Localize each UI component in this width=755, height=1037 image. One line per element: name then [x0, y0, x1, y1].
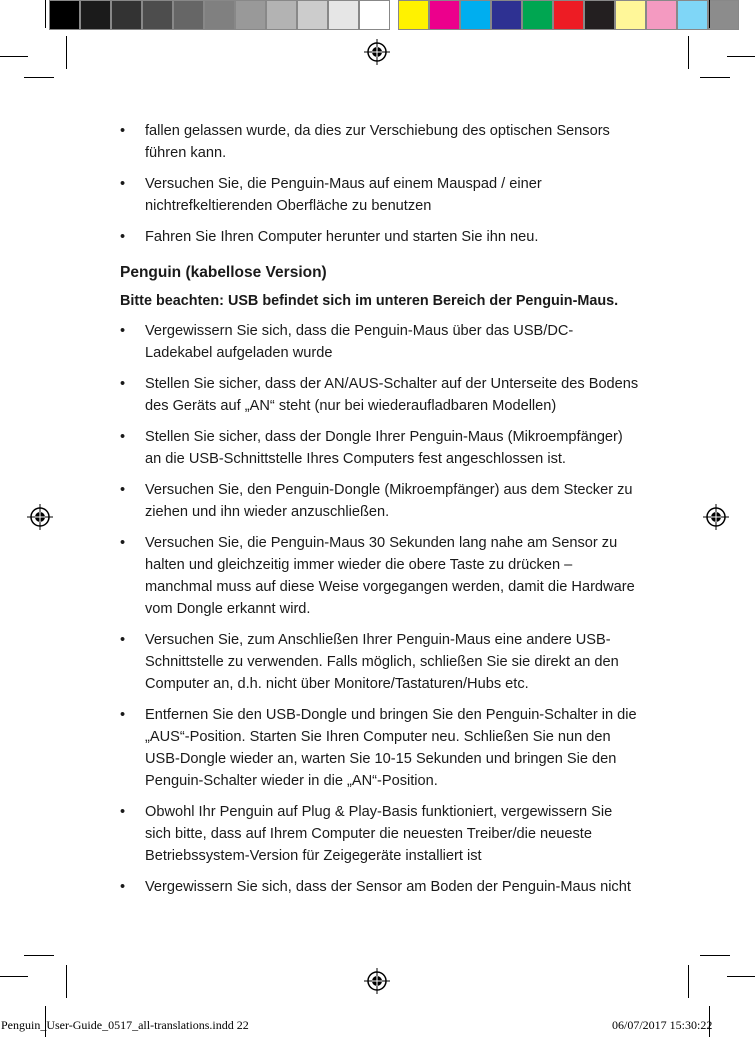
page-content	[120, 120, 640, 907]
bullet: •	[120, 535, 126, 551]
crop-mark	[688, 36, 689, 69]
list-item	[120, 532, 640, 620]
crop-mark	[709, 0, 710, 28]
color-swatch	[522, 0, 553, 30]
gray-swatch	[80, 0, 111, 30]
gray-swatch	[111, 0, 142, 30]
list-item-text: Stellen Sie sicher, dass der AN/AUS-Schalter auf der Unterseite des Bodens des Geräts auf „AN“ steht (nur bei wiederaufladbaren Modellen)	[145, 376, 639, 414]
crop-mark	[24, 77, 54, 78]
registration-mark-icon	[703, 504, 729, 530]
color-swatch	[584, 0, 615, 30]
bullet: •	[120, 632, 126, 648]
crop-mark	[700, 955, 730, 956]
color-swatch	[708, 0, 739, 30]
list-item	[120, 479, 640, 523]
gray-swatch-group	[49, 0, 390, 31]
crop-mark	[24, 955, 54, 956]
color-swatch	[429, 0, 460, 30]
list-item	[120, 373, 640, 417]
color-swatch	[677, 0, 708, 30]
gray-swatch	[235, 0, 266, 30]
color-swatch	[398, 0, 429, 30]
color-swatch	[460, 0, 491, 30]
color-swatch	[553, 0, 584, 30]
color-swatch	[491, 0, 522, 30]
crop-mark	[727, 976, 755, 977]
bullet: •	[120, 429, 126, 445]
bullet: •	[120, 879, 126, 895]
list-item-text: Fahren Sie Ihren Computer herunter und starten Sie ihn neu.	[145, 229, 539, 245]
crop-mark	[66, 36, 67, 69]
crop-mark	[700, 77, 730, 78]
list-item-text: Stellen Sie sicher, dass der Dongle Ihrer Penguin-Maus (Mikroempfänger) an die USB-Schnittstelle Ihres Computers fest angeschlossen ist.	[145, 429, 623, 467]
gray-swatch	[328, 0, 359, 30]
crop-mark	[688, 965, 689, 998]
bullet: •	[120, 804, 126, 820]
list-item	[120, 426, 640, 470]
list-item-text: Entfernen Sie den USB-Dongle und bringen Sie den Penguin-Schalter in die „AUS“-Position. Starten Sie Ihren Computer neu. Schließen Sie nun den USB-Dongle wieder an, warten Sie 10-15 Sekunden und bringen Sie den Penguin-Schalter wieder in die „AN“-Position.	[145, 707, 637, 789]
color-bar	[49, 0, 739, 31]
list-item	[120, 320, 640, 364]
registration-mark-icon	[364, 39, 390, 65]
list-item-text: Vergewissern Sie sich, dass der Sensor am Boden der Penguin-Maus nicht	[145, 879, 631, 895]
list-item-text: Versuchen Sie, die Penguin-Maus 30 Sekunden lang nahe am Sensor zu halten und gleichzeitig immer wieder die obere Taste zu drücken – manchmal muss auf diese Weise vorgegangen werden, damit die Hardware vom Dongle erkannt wird.	[145, 535, 635, 617]
list-item	[120, 801, 640, 867]
bullet: •	[120, 482, 126, 498]
list-item	[120, 120, 640, 164]
list-item-text: Versuchen Sie, den Penguin-Dongle (Mikroempfänger) aus dem Stecker zu ziehen und ihn wieder anzuschließen.	[145, 482, 633, 520]
list-item	[120, 226, 640, 248]
list-item-text: fallen gelassen wurde, da dies zur Verschiebung des optischen Sensors führen kann.	[145, 123, 610, 161]
list-item-text: Obwohl Ihr Penguin auf Plug & Play-Basis funktioniert, vergewissern Sie sich bitte, dass auf Ihrem Computer die neuesten Treiber/die neueste Betriebssystem-Version für Zeigegeräte installiert ist	[145, 804, 613, 864]
crop-mark	[66, 965, 67, 998]
section-heading: Penguin (kabellose Version)	[120, 264, 327, 281]
troubleshooting-list	[120, 320, 640, 898]
crop-mark	[0, 976, 28, 977]
bullet: •	[120, 323, 126, 339]
gray-swatch	[297, 0, 328, 30]
gray-swatch	[204, 0, 235, 30]
list-item	[120, 629, 640, 695]
color-swatch	[646, 0, 677, 30]
gray-swatch	[49, 0, 80, 30]
color-swatch	[615, 0, 646, 30]
crop-mark	[45, 0, 46, 28]
list-item	[120, 173, 640, 217]
gray-swatch	[142, 0, 173, 30]
bullet: •	[120, 176, 126, 192]
registration-mark-icon	[364, 968, 390, 994]
registration-mark-icon	[27, 504, 53, 530]
crop-mark	[727, 56, 755, 57]
bullet: •	[120, 707, 126, 723]
bullet: •	[120, 376, 126, 392]
crop-mark	[0, 56, 28, 57]
gray-swatch	[266, 0, 297, 30]
intro-list	[120, 120, 640, 248]
usb-note: Bitte beachten: USB befindet sich im unteren Bereich der Penguin-Maus.	[120, 293, 619, 309]
footer-timestamp: 06/07/2017 15:30:22	[612, 1018, 713, 1032]
bullet: •	[120, 123, 126, 139]
gray-swatch	[359, 0, 390, 30]
list-item	[120, 704, 640, 792]
gray-swatch	[173, 0, 204, 30]
footer-filename: Penguin_User-Guide_0517_all-translations.indd 22	[1, 1018, 249, 1032]
bullet: •	[120, 229, 126, 245]
list-item-text: Versuchen Sie, die Penguin-Maus auf einem Mauspad / einer nichtrefkeltierenden Oberfläche zu benutzen	[145, 176, 542, 214]
list-item-text: Versuchen Sie, zum Anschließen Ihrer Penguin-Maus eine andere USB-Schnittstelle zu verwenden. Falls möglich, schließen Sie sie direkt an den Computer an, d.h. nicht über Monitore/Tastaturen/Hubs etc.	[145, 632, 619, 692]
list-item-text: Vergewissern Sie sich, dass die Penguin-Maus über das USB/DC-Ladekabel aufgeladen wurde	[145, 323, 574, 361]
list-item	[120, 876, 640, 898]
color-swatch-group	[398, 0, 739, 31]
